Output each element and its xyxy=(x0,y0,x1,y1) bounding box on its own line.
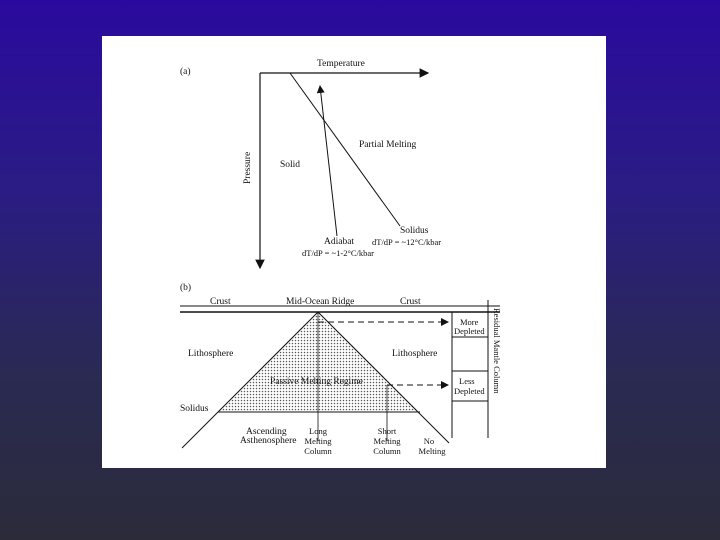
long-column-line1: Long xyxy=(309,426,327,436)
no-melting-line1: No xyxy=(423,436,435,446)
short-column-line2: Melting xyxy=(373,436,401,446)
ascending-line2: Asthenosphere xyxy=(240,436,297,446)
melting-region xyxy=(218,312,420,412)
no-melting-line2: Melting xyxy=(418,446,446,456)
short-column-line1: Short xyxy=(377,426,397,436)
crust-left-label: Crust xyxy=(210,297,231,307)
panel-b-label: (b) xyxy=(180,283,192,293)
solidus-label-b: Solidus xyxy=(180,404,209,414)
panel-a xyxy=(180,59,441,268)
lithosphere-right-label: Lithosphere xyxy=(392,349,438,359)
panel-b xyxy=(180,282,502,456)
adiabat-gradient: dT/dP = ~1-2°C/kbar xyxy=(302,248,374,258)
more-depleted-line2: Depleted xyxy=(454,326,485,336)
less-depleted-line1: Less xyxy=(459,376,475,386)
lithosphere-left-label: Lithosphere xyxy=(188,349,234,359)
partial-melting-label: Partial Melting xyxy=(359,140,417,150)
long-column-line2: Melting xyxy=(304,436,332,446)
adiabat-line xyxy=(320,86,337,236)
temperature-label: Temperature xyxy=(317,59,365,69)
solidus-label-a: Solidus xyxy=(400,226,429,236)
mantle-melting-diagram xyxy=(102,36,606,468)
short-column-line3: Column xyxy=(373,446,401,456)
less-depleted-line2: Depleted xyxy=(454,386,485,396)
solidus-gradient: dT/dP = ~12°C/kbar xyxy=(372,237,442,247)
crust-right-label: Crust xyxy=(400,297,421,307)
ridge-label: Mid-Ocean Ridge xyxy=(286,297,355,307)
adiabat-label: Adiabat xyxy=(324,237,355,247)
more-depleted-line1: More xyxy=(460,317,479,327)
melting-regime-label: Passive Melting Regime xyxy=(270,377,363,387)
ascending-line1: Ascending xyxy=(246,427,287,437)
pressure-label: Pressure xyxy=(243,151,253,184)
panel-a-label: (a) xyxy=(180,67,191,77)
figure-panel xyxy=(102,36,606,468)
long-column-line3: Column xyxy=(304,446,332,456)
solid-label: Solid xyxy=(280,160,301,170)
residual-mantle-label: Residual Mantle Column xyxy=(492,308,502,394)
